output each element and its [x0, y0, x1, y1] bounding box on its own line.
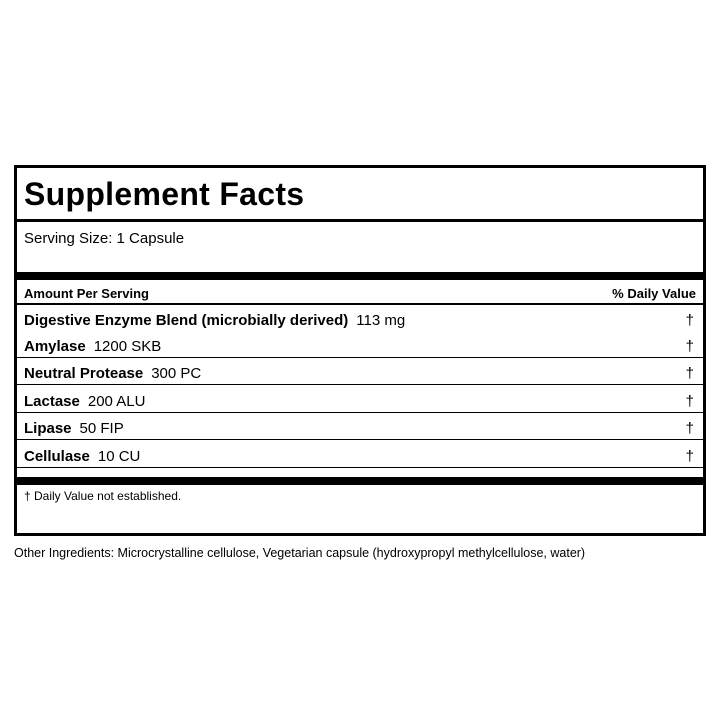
nutrient-name: Lipase: [24, 419, 72, 437]
other-ingredients: Other Ingredients: Microcrystalline cellulose, Vegetarian capsule (hydroxypropyl methylcellulose, water): [14, 546, 586, 560]
nutrient-amount: 300 PC: [151, 364, 202, 382]
nutrient-amount: 10 CU: [97, 447, 141, 465]
nutrient-name: Cellulase: [24, 447, 90, 465]
nutrient-row: [24, 388, 696, 414]
divider-bar: [17, 272, 703, 280]
amount-per-serving-header: Amount Per Serving: [24, 286, 149, 301]
divider-thick: [17, 219, 703, 222]
nutrient-amount: 200 ALU: [87, 392, 146, 410]
daily-value-footnote: † Daily Value not established.: [24, 489, 182, 503]
nutrient-row: [24, 415, 696, 441]
nutrient-name: Lactase: [24, 392, 80, 410]
supplement-facts-panel: [14, 165, 706, 536]
serving-size: Serving Size: 1 Capsule: [24, 230, 185, 247]
nutrient-daily-value: †: [685, 337, 694, 355]
nutrient-row: [24, 360, 696, 386]
nutrient-row: [24, 307, 696, 333]
divider-bar: [17, 477, 703, 485]
nutrient-daily-value: †: [685, 392, 694, 410]
divider-medium: [17, 303, 703, 305]
nutrient-name: Neutral Protease: [24, 364, 144, 382]
nutrient-daily-value: †: [685, 311, 694, 329]
nutrient-daily-value: †: [685, 447, 694, 465]
nutrient-amount: 113 mg: [356, 311, 406, 329]
daily-value-header: % Daily Value: [612, 286, 696, 301]
nutrient-name: Digestive Enzyme Blend (microbially derived): [24, 311, 349, 329]
nutrient-row: [24, 443, 696, 469]
nutrient-daily-value: †: [685, 364, 694, 382]
nutrient-amount: 1200 SKB: [93, 337, 162, 355]
nutrient-row: [24, 333, 696, 359]
panel-title: Supplement Facts: [24, 176, 305, 212]
nutrient-daily-value: †: [685, 419, 694, 437]
nutrient-amount: 50 FIP: [79, 419, 124, 437]
nutrient-name: Amylase: [24, 337, 86, 355]
